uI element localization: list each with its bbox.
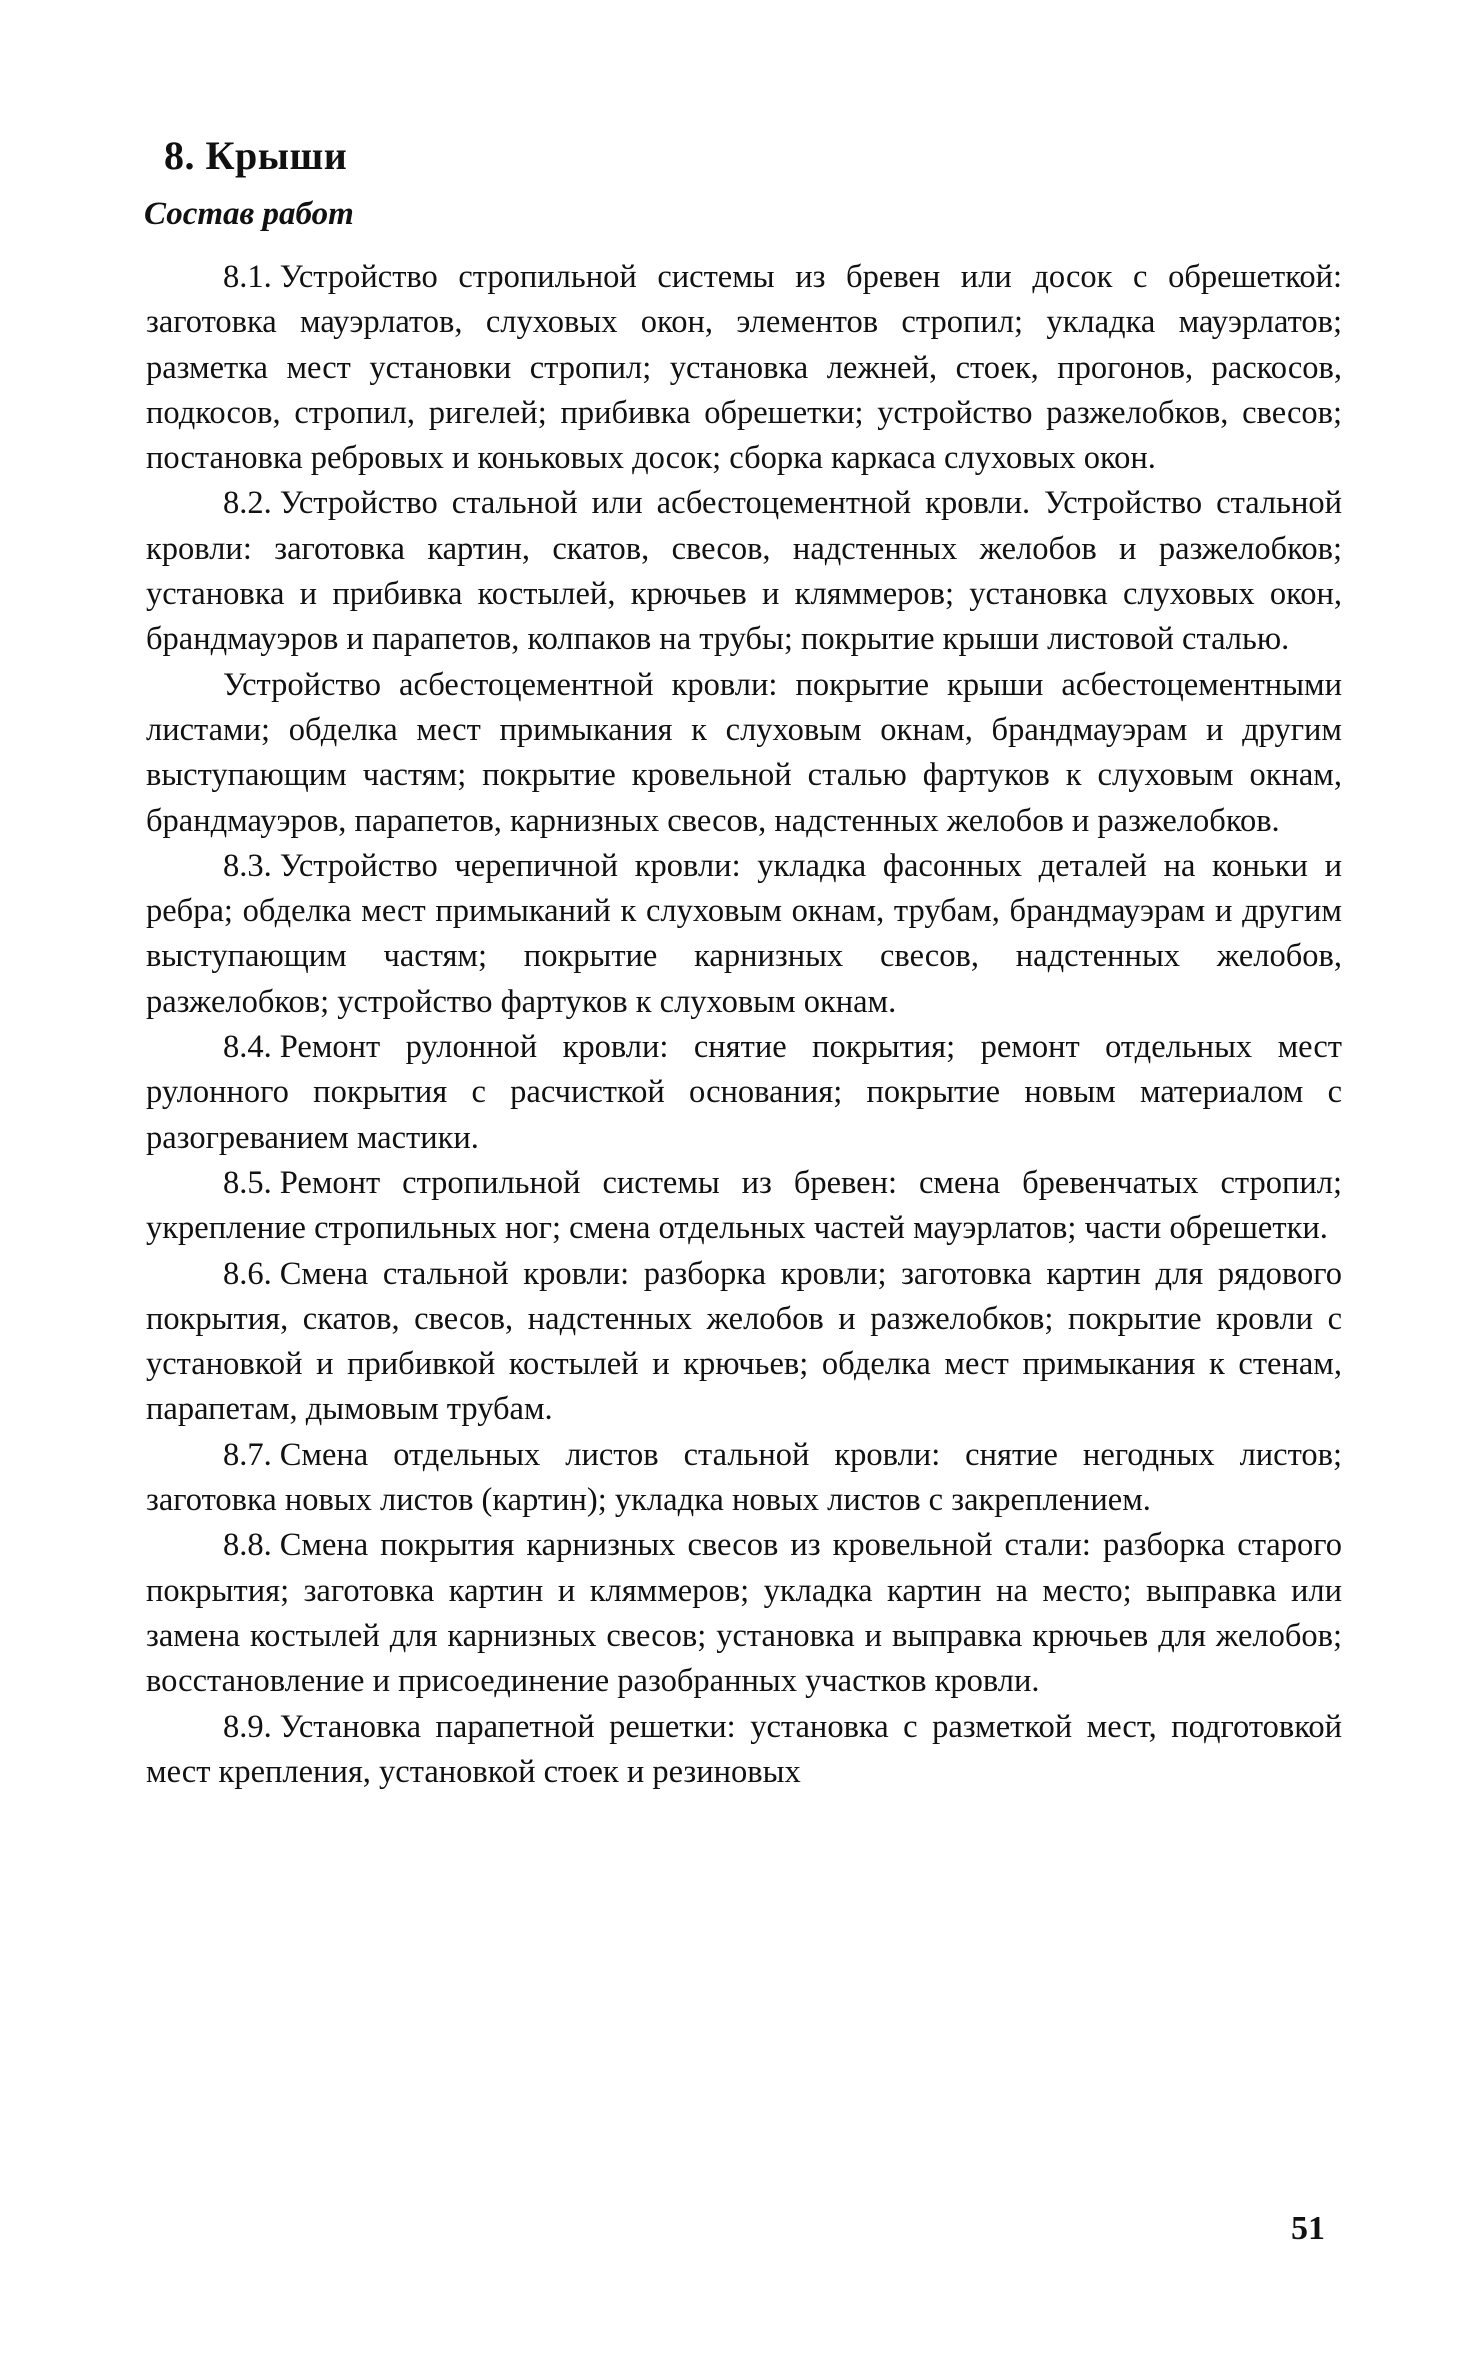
paragraph-text: Устройство стальной или асбестоцементной кровли. Устройство стальной кровли: заготовка картин, скатов, свесов, надстенных желобов и разжелобков; установка и прибивка костылей, крючьев и кляммеров; установка слуховых окон, брандмауэров и парапетов, колпаков на трубы; покрытие крыши листовой сталью. bbox=[146, 485, 1342, 658]
paragraph-8-3 bbox=[146, 844, 1342, 1025]
section-subtitle: Состав работ bbox=[144, 196, 354, 232]
paragraph-8-8 bbox=[146, 1523, 1342, 1704]
paragraph-text: Ремонт рулонной кровли: снятие покрытия; ремонт отдельных мест рулонного покрытия с расчисткой основания; покрытие новым материалом с разогреванием мастики. bbox=[146, 1029, 1342, 1156]
body-text bbox=[146, 255, 1342, 1795]
paragraph-8-9 bbox=[146, 1705, 1342, 1796]
paragraph-number: 8.9. bbox=[223, 1708, 272, 1745]
paragraph-text: Устройство стропильной системы из бревен или досок с обрешеткой: заготовка мауэрлатов, слуховых окон, элементов стропил; укладка мауэрлатов; разметка мест установки стропил; установка лежней, стоек, прогонов, раскосов, подкосов, стропил, ригелей; прибивка обрешетки; устройство разжелобков, свесов; постановка ребровых и коньковых досок; сборка каркаса слуховых окон. bbox=[146, 259, 1342, 477]
paragraph-text: Устройство черепичной кровли: укладка фасонных деталей на коньки и ребра; обделка мест примыканий к слуховым окнам, трубам, брандмауэрам и другим выступающим частям; покрытие карнизных свесов, надстенных желобов, разжелобков; устройство фартуков к слуховым окнам. bbox=[146, 847, 1342, 1020]
page-number: 51 bbox=[1291, 2210, 1325, 2247]
paragraph-text: Смена покрытия карнизных свесов из кровельной стали: разборка старого покрытия; заготовка картин и кляммеров; укладка картин на место; выправка или замена костылей для карнизных свесов; установка и выправка крючьев для желобов; восстановление и присоединение разобранных участков кровли. bbox=[146, 1527, 1342, 1700]
paragraph-number: 8.6. bbox=[223, 1255, 272, 1292]
paragraph-text: Смена стальной кровли: разборка кровли; заготовка картин для рядового покрытия, скатов, свесов, надстенных желобов и разжелобков; покрытие кровли с установкой и прибивкой костылей и крючьев; обделка мест примыкания к стенам, парапетам, дымовым трубам. bbox=[146, 1255, 1342, 1428]
paragraph-text: Установка парапетной решетки: установка с разметкой мест, подготовкой мест крепления, установкой стоек и резиновых bbox=[146, 1708, 1342, 1790]
paragraph-number: 8.5. bbox=[223, 1164, 272, 1201]
paragraph-number: 8.8. bbox=[223, 1527, 272, 1564]
paragraph-8-4 bbox=[146, 1025, 1342, 1161]
section-title: 8. Крыши bbox=[164, 133, 348, 178]
paragraph-asbestos-roof bbox=[146, 663, 1342, 844]
paragraph-text: Смена отдельных листов стальной кровли: снятие негодных листов; заготовка новых листов (картин); укладка новых листов с закреплением. bbox=[146, 1436, 1342, 1519]
paragraph-number: 8.1. bbox=[223, 259, 272, 295]
paragraph-number: 8.7. bbox=[223, 1436, 272, 1473]
paragraph-number: 8.2. bbox=[223, 485, 272, 522]
paragraph-8-5 bbox=[146, 1161, 1342, 1252]
paragraph-8-7 bbox=[146, 1433, 1342, 1524]
paragraph-8-2 bbox=[146, 481, 1342, 662]
paragraph-number: 8.4. bbox=[223, 1029, 272, 1066]
paragraph-text: Устройство асбестоцементной кровли: покрытие крыши асбестоцементными листами; обделка мест примыкания к слуховым окнам, брандмауэрам и другим выступающим частям; покрытие кровельной сталью фартуков к слуховым окнам, брандмауэров, парапетов, карнизных свесов, надстенных желобов и разжелобков. bbox=[146, 666, 1342, 839]
paragraph-number: 8.3. bbox=[223, 847, 272, 884]
paragraph-8-1 bbox=[146, 255, 1342, 481]
paragraph-text: Ремонт стропильной системы из бревен: смена бревенчатых стропил; укрепление стропильных ног; смена отдельных частей мауэрлатов; части обрешетки. bbox=[146, 1164, 1342, 1247]
paragraph-8-6 bbox=[146, 1252, 1342, 1433]
